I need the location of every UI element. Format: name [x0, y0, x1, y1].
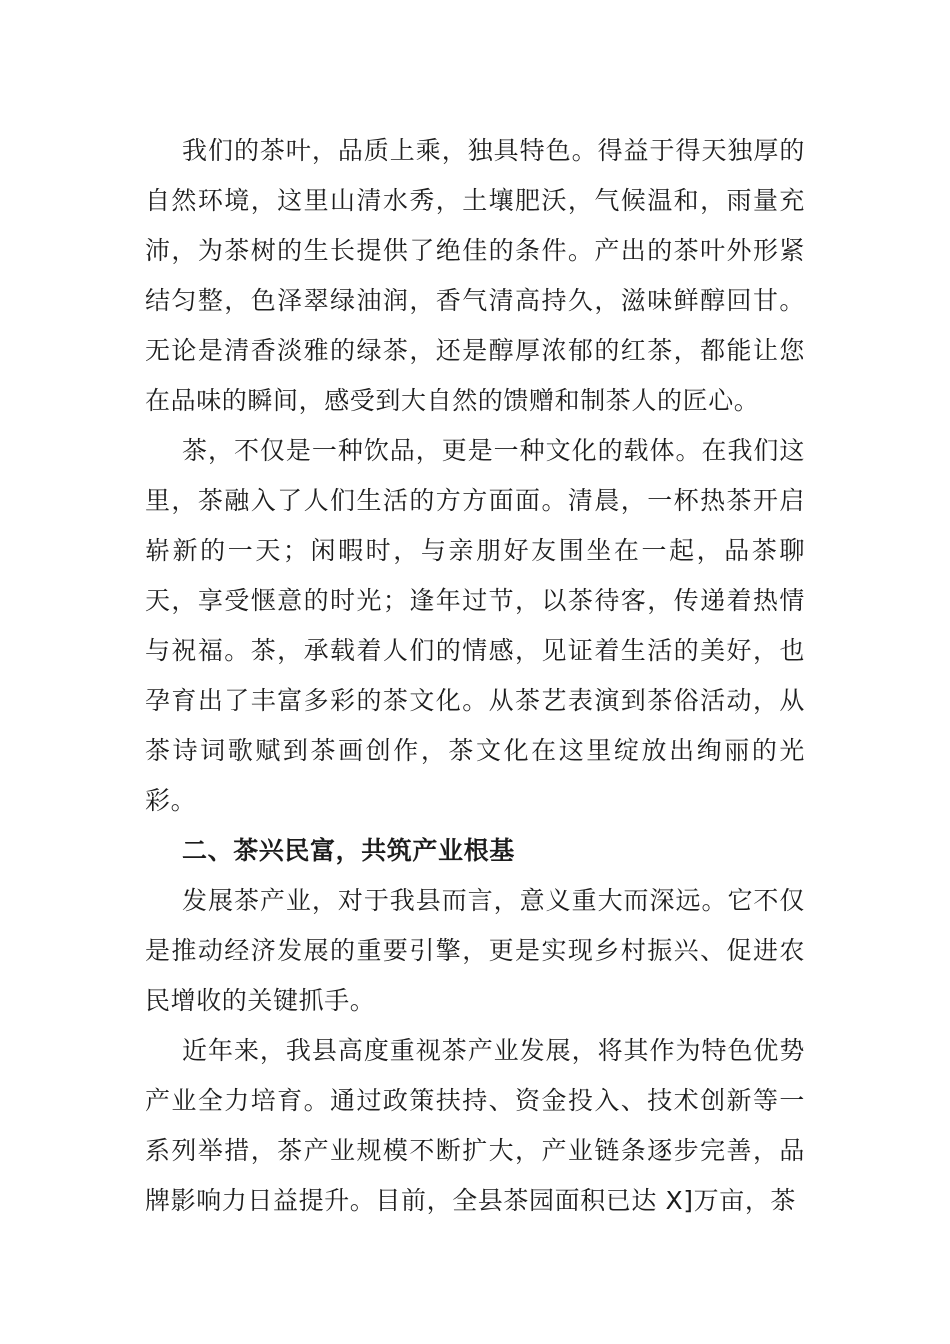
document-body [145, 126, 805, 1226]
paragraph-tea-quality: 我们的茶叶，品质上乘，独具特色。得益于得天独厚的自然环境，这里山清水秀，土壤肥沃，气候温和，雨量充沛，为茶树的生长提供了绝佳的条件。产出的茶叶外形紧结匀整，色泽翠绿油润，香气清高持久，滋味鲜醇回甘。无论是清香淡雅的绿茶，还是醇厚浓郁的红茶，都能让您在品味的瞬间，感受到大自然的馈赠和制茶人的匠心。 [145, 136, 805, 415]
paragraph-tea-culture: 茶，不仅是一种饮品，更是一种文化的载体。在我们这里，茶融入了人们生活的方方面面。清晨，一杯热茶开启崭新的一天；闲暇时，与亲朋好友围坐在一起，品茶聊天，享受惬意的时光；逢年过节，以茶待客，传递着热情与祝福。茶，承载着人们的情感，见证着生活的美好，也孕育出了丰富多彩的茶文化。从茶艺表演到茶俗活动，从茶诗词歌赋到茶画创作，茶文化在这里绽放出绚丽的光彩。 [145, 436, 805, 815]
section-heading: 二、茶兴民富，共筑产业根基 [182, 836, 515, 865]
paragraph-industry-progress: 近年来，我县高度重视茶产业发展，将其作为特色优势产业全力培育。通过政策扶持、资金投入、技术创新等一系列举措，茶产业规模不断扩大，产业链条逐步完善，品牌影响力日益提升。目前，全县茶园面积已达 X]万亩，茶 [145, 1036, 805, 1215]
paragraph-industry-significance: 发展茶产业，对于我县而言，意义重大而深远。它不仅是推动经济发展的重要引擎，更是实现乡村振兴、促进农民增收的关键抓手。 [145, 886, 805, 1015]
